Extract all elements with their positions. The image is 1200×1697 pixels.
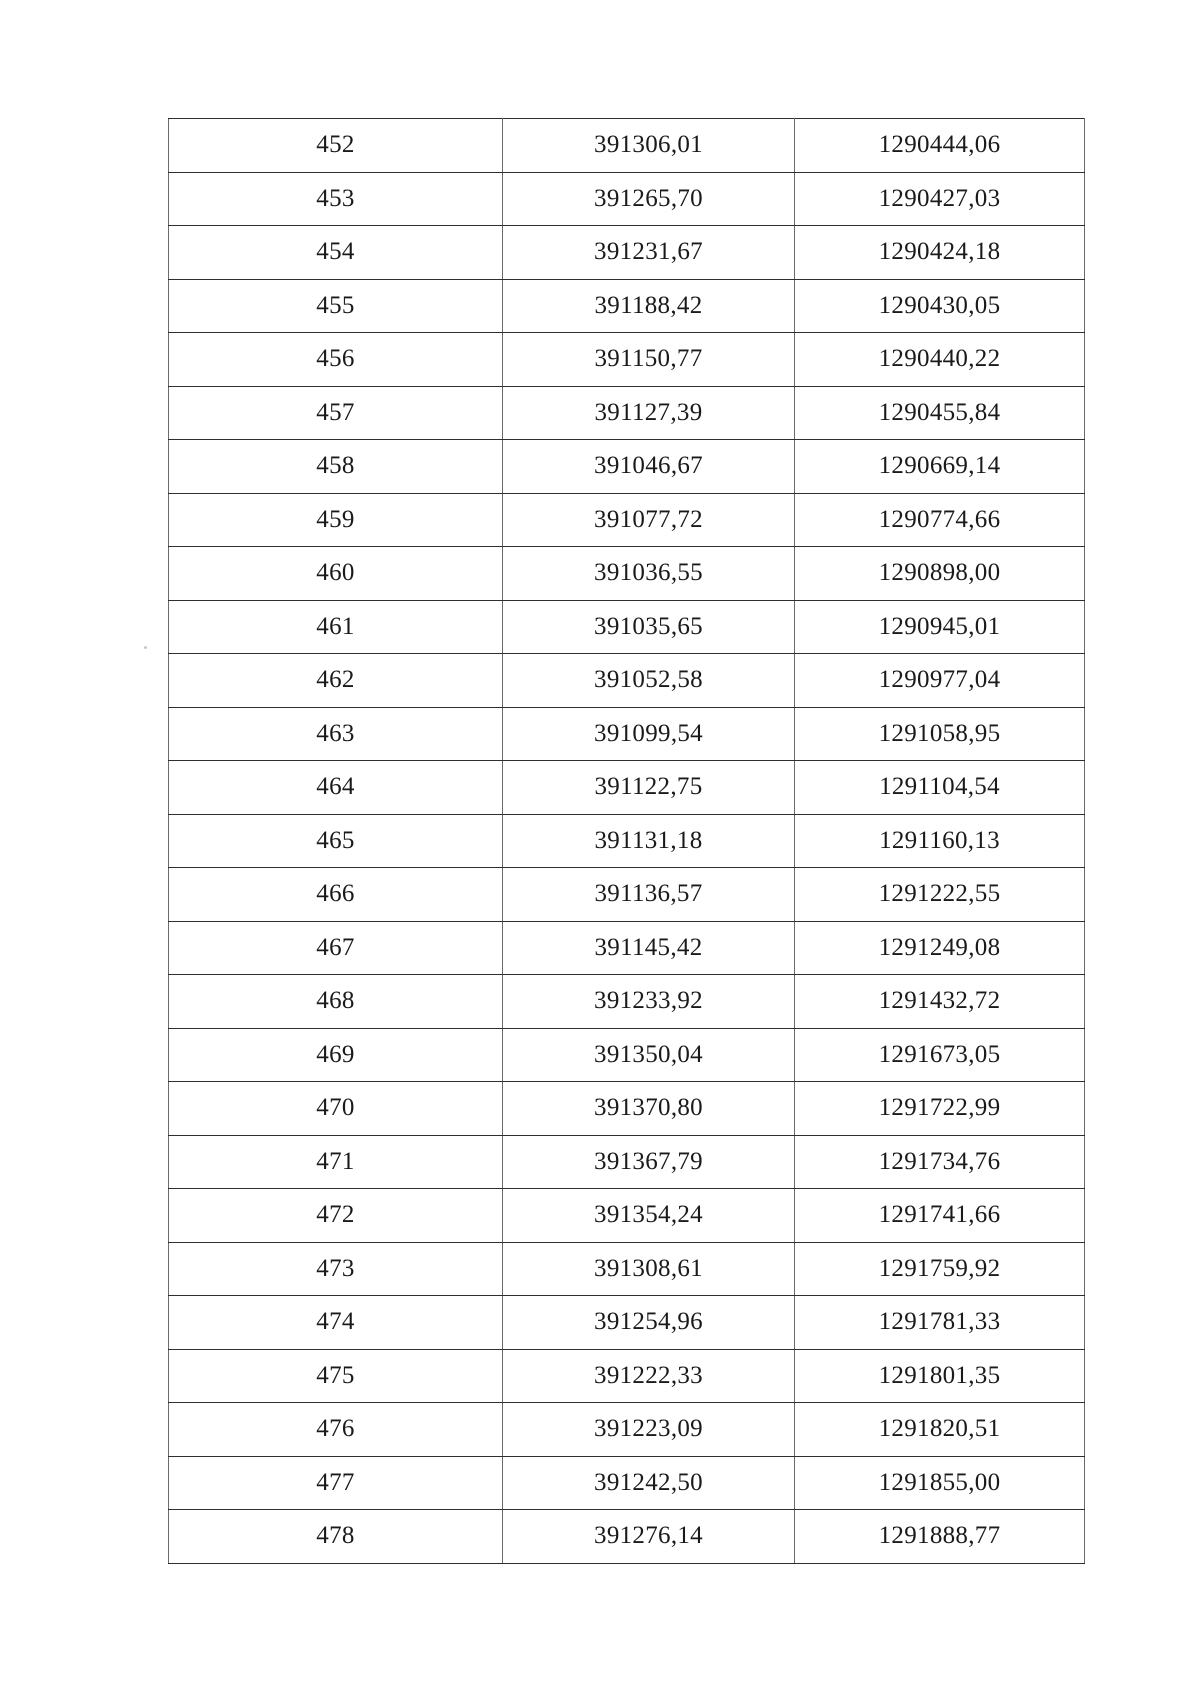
y-coordinate-cell: 1290455,84	[795, 386, 1085, 440]
table-row	[169, 1510, 1085, 1564]
table-row	[169, 226, 1085, 280]
x-coordinate-cell: 391308,61	[503, 1242, 795, 1296]
x-coordinate-cell: 391222,33	[503, 1349, 795, 1403]
x-coordinate-cell: 391127,39	[503, 386, 795, 440]
x-coordinate-cell: 391306,01	[503, 119, 795, 173]
point-number-cell: 477	[169, 1456, 503, 1510]
table-row	[169, 547, 1085, 601]
y-coordinate-cell: 1291741,66	[795, 1189, 1085, 1243]
y-coordinate-cell: 1290977,04	[795, 654, 1085, 708]
y-coordinate-cell: 1290427,03	[795, 172, 1085, 226]
y-coordinate-cell: 1291673,05	[795, 1028, 1085, 1082]
point-number-cell: 471	[169, 1135, 503, 1189]
y-coordinate-cell: 1291722,99	[795, 1082, 1085, 1136]
y-coordinate-cell: 1291160,13	[795, 814, 1085, 868]
point-number-cell: 468	[169, 975, 503, 1029]
point-number-cell: 476	[169, 1403, 503, 1457]
table-row	[169, 1189, 1085, 1243]
y-coordinate-cell: 1291432,72	[795, 975, 1085, 1029]
point-number-cell: 457	[169, 386, 503, 440]
point-number-cell: 475	[169, 1349, 503, 1403]
x-coordinate-cell: 391122,75	[503, 761, 795, 815]
table-row	[169, 707, 1085, 761]
point-number-cell: 460	[169, 547, 503, 601]
x-coordinate-cell: 391350,04	[503, 1028, 795, 1082]
y-coordinate-cell: 1290424,18	[795, 226, 1085, 280]
y-coordinate-cell: 1291249,08	[795, 921, 1085, 975]
table-row	[169, 975, 1085, 1029]
point-number-cell: 466	[169, 868, 503, 922]
table-row	[169, 600, 1085, 654]
x-coordinate-cell: 391150,77	[503, 333, 795, 387]
x-coordinate-cell: 391367,79	[503, 1135, 795, 1189]
table-row	[169, 814, 1085, 868]
x-coordinate-cell: 391354,24	[503, 1189, 795, 1243]
x-coordinate-cell: 391046,67	[503, 440, 795, 494]
point-number-cell: 462	[169, 654, 503, 708]
table-row	[169, 172, 1085, 226]
y-coordinate-cell: 1290898,00	[795, 547, 1085, 601]
table-row	[169, 1082, 1085, 1136]
y-coordinate-cell: 1290669,14	[795, 440, 1085, 494]
y-coordinate-cell: 1291759,92	[795, 1242, 1085, 1296]
point-number-cell: 456	[169, 333, 503, 387]
x-coordinate-cell: 391136,57	[503, 868, 795, 922]
point-number-cell: 453	[169, 172, 503, 226]
x-coordinate-cell: 391231,67	[503, 226, 795, 280]
table-row	[169, 440, 1085, 494]
table-row	[169, 279, 1085, 333]
y-coordinate-cell: 1291888,77	[795, 1510, 1085, 1564]
scan-speck	[144, 646, 147, 649]
y-coordinate-cell: 1291820,51	[795, 1403, 1085, 1457]
point-number-cell: 467	[169, 921, 503, 975]
x-coordinate-cell: 391370,80	[503, 1082, 795, 1136]
x-coordinate-cell: 391265,70	[503, 172, 795, 226]
point-number-cell: 478	[169, 1510, 503, 1564]
x-coordinate-cell: 391223,09	[503, 1403, 795, 1457]
y-coordinate-cell: 1290774,66	[795, 493, 1085, 547]
point-number-cell: 474	[169, 1296, 503, 1350]
point-number-cell: 463	[169, 707, 503, 761]
y-coordinate-cell: 1291058,95	[795, 707, 1085, 761]
point-number-cell: 459	[169, 493, 503, 547]
x-coordinate-cell: 391242,50	[503, 1456, 795, 1510]
point-number-cell: 455	[169, 279, 503, 333]
y-coordinate-cell: 1290430,05	[795, 279, 1085, 333]
point-number-cell: 452	[169, 119, 503, 173]
x-coordinate-cell: 391233,92	[503, 975, 795, 1029]
point-number-cell: 469	[169, 1028, 503, 1082]
table-row	[169, 1456, 1085, 1510]
x-coordinate-cell: 391036,55	[503, 547, 795, 601]
y-coordinate-cell: 1291104,54	[795, 761, 1085, 815]
x-coordinate-cell: 391052,58	[503, 654, 795, 708]
y-coordinate-cell: 1291734,76	[795, 1135, 1085, 1189]
y-coordinate-cell: 1290444,06	[795, 119, 1085, 173]
x-coordinate-cell: 391188,42	[503, 279, 795, 333]
y-coordinate-cell: 1291801,35	[795, 1349, 1085, 1403]
table-row	[169, 1349, 1085, 1403]
point-number-cell: 473	[169, 1242, 503, 1296]
point-number-cell: 461	[169, 600, 503, 654]
y-coordinate-cell: 1290440,22	[795, 333, 1085, 387]
table-row	[169, 921, 1085, 975]
x-coordinate-cell: 391131,18	[503, 814, 795, 868]
table-row	[169, 386, 1085, 440]
coordinates-table-body	[169, 119, 1085, 1564]
x-coordinate-cell: 391145,42	[503, 921, 795, 975]
table-row	[169, 1135, 1085, 1189]
table-row	[169, 1296, 1085, 1350]
x-coordinate-cell: 391099,54	[503, 707, 795, 761]
table-row	[169, 654, 1085, 708]
point-number-cell: 472	[169, 1189, 503, 1243]
coordinates-table	[168, 118, 1085, 1564]
x-coordinate-cell: 391276,14	[503, 1510, 795, 1564]
y-coordinate-cell: 1290945,01	[795, 600, 1085, 654]
table-row	[169, 493, 1085, 547]
table-row	[169, 761, 1085, 815]
table-row	[169, 1403, 1085, 1457]
table-row	[169, 1028, 1085, 1082]
table-row	[169, 1242, 1085, 1296]
table-row	[169, 119, 1085, 173]
point-number-cell: 458	[169, 440, 503, 494]
y-coordinate-cell: 1291222,55	[795, 868, 1085, 922]
table-row	[169, 868, 1085, 922]
x-coordinate-cell: 391035,65	[503, 600, 795, 654]
x-coordinate-cell: 391254,96	[503, 1296, 795, 1350]
y-coordinate-cell: 1291781,33	[795, 1296, 1085, 1350]
point-number-cell: 465	[169, 814, 503, 868]
point-number-cell: 464	[169, 761, 503, 815]
table-row	[169, 333, 1085, 387]
point-number-cell: 470	[169, 1082, 503, 1136]
x-coordinate-cell: 391077,72	[503, 493, 795, 547]
point-number-cell: 454	[169, 226, 503, 280]
y-coordinate-cell: 1291855,00	[795, 1456, 1085, 1510]
